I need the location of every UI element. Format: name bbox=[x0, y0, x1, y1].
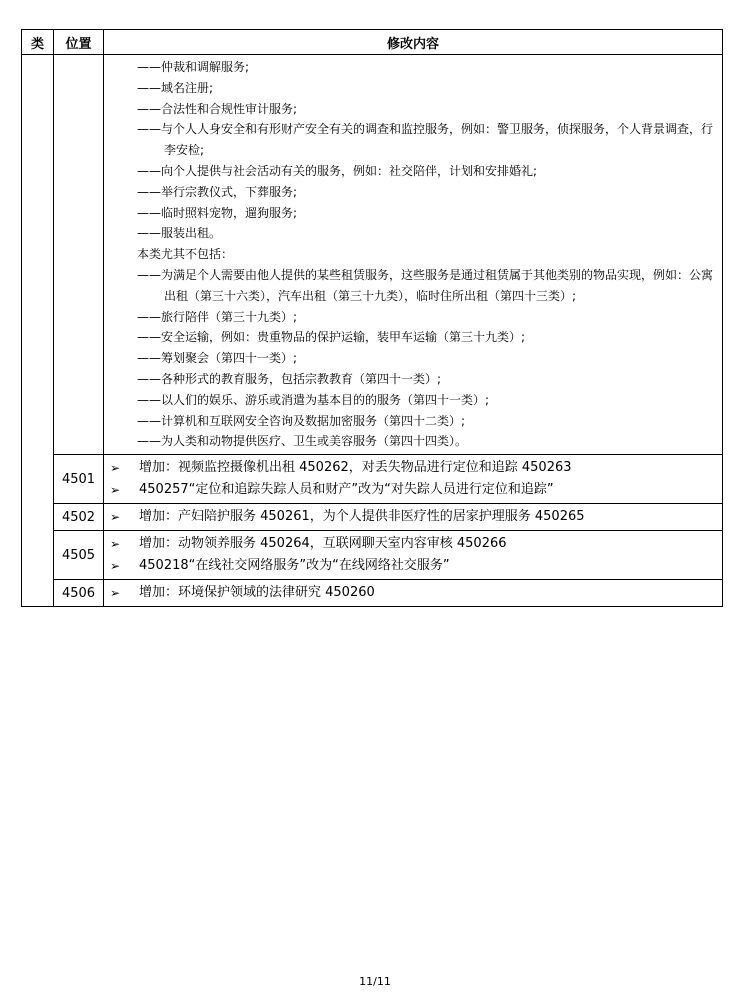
modification-table bbox=[21, 29, 723, 607]
arrow-bullet-icon: ➢ bbox=[110, 483, 121, 498]
page-number: 11/11 bbox=[359, 975, 391, 988]
exclusions-list bbox=[104, 55, 722, 454]
arrow-bullet-icon: ➢ bbox=[110, 537, 121, 552]
change-list bbox=[104, 504, 722, 530]
change-list bbox=[104, 531, 722, 579]
arrow-bullet-icon: ➢ bbox=[110, 510, 121, 525]
list-item: ——合法性和合规性审计服务; bbox=[137, 101, 298, 116]
list-item: ——仲裁和调解服务; bbox=[137, 60, 250, 74]
arrow-bullet-icon: ➢ bbox=[110, 461, 121, 476]
change-cell bbox=[104, 504, 723, 531]
table-row bbox=[22, 455, 723, 504]
change-text: 增加：产妇陪护服务 450261，为个人提供非医疗性的居家护理服务 450265 bbox=[139, 509, 585, 525]
change-text: 增加：环境保护领域的法律研究 450260 bbox=[139, 585, 375, 601]
table-row bbox=[22, 531, 723, 580]
table-header-row bbox=[22, 30, 723, 55]
arrow-bullet-icon: ➢ bbox=[110, 586, 121, 601]
position-cell: 4502 bbox=[54, 504, 104, 531]
header-position: 位置 bbox=[54, 30, 104, 55]
change-text: 增加：动物领养服务 450264，互联网聊天室内容审核 450266 bbox=[139, 536, 507, 552]
change-item bbox=[110, 555, 716, 577]
table-row bbox=[22, 504, 723, 531]
list-item: ——旅行陪伴（第三十九类）; bbox=[137, 309, 298, 324]
list-item: ——向个人提供与社会活动有关的服务，例如：社交陪伴，计划和安排婚礼; bbox=[137, 163, 538, 178]
change-list bbox=[104, 455, 722, 503]
header-change: 修改内容 bbox=[104, 30, 723, 55]
exclusions-row bbox=[22, 55, 723, 455]
change-text: 增加：视频监控摄像机出租 450262，对丢失物品进行定位和追踪 450263 bbox=[139, 460, 572, 476]
change-item bbox=[110, 506, 716, 528]
position-cell: 4506 bbox=[54, 580, 104, 607]
change-cell bbox=[104, 531, 723, 580]
list-item: ——计算机和互联网安全咨询及数据加密服务（第四十二类）; bbox=[137, 413, 466, 428]
list-item: ——以人们的娱乐、游乐或消遣为基本目的的服务（第四十一类）; bbox=[137, 392, 490, 407]
header-class: 类 bbox=[22, 30, 54, 55]
change-item bbox=[110, 457, 716, 479]
class-cell-empty bbox=[22, 55, 54, 607]
list-item: ——安全运输，例如：贵重物品的保护运输，装甲车运输（第三十九类）; bbox=[137, 330, 526, 345]
list-item: ——举行宗教仪式，下葬服务; bbox=[137, 184, 298, 199]
list-item: ——为满足个人需要由他人提供的某些租赁服务，这些服务是通过租赁属于其他类别的物品实现，例如：公寓出租（第三十六类），汽车出租（第三十九类），临时住所出租（第四十三类）; bbox=[137, 267, 714, 303]
list-item: 本类尤其不包括： bbox=[137, 247, 234, 262]
list-item: ——临时照料宠物，遛狗服务; bbox=[137, 205, 298, 220]
arrow-bullet-icon: ➢ bbox=[110, 559, 121, 574]
change-text: 450218“在线社交网络服务”改为“在线网络社交服务” bbox=[139, 558, 450, 574]
change-item bbox=[110, 479, 716, 501]
change-list bbox=[104, 580, 722, 606]
list-item: ——与个人人身安全和有形财产安全有关的调查和监控服务，例如：警卫服务，侦探服务，个人背景调查，行李安检; bbox=[137, 122, 714, 158]
list-item: ——域名注册; bbox=[137, 80, 214, 95]
list-item: ——筹划聚会（第四十一类）; bbox=[137, 351, 298, 366]
position-cell-empty bbox=[54, 55, 104, 455]
change-cell bbox=[104, 455, 723, 504]
position-cell: 4501 bbox=[54, 455, 104, 504]
position-cell: 4505 bbox=[54, 531, 104, 580]
list-item: ——各种形式的教育服务，包括宗教教育（第四十一类）; bbox=[137, 371, 442, 386]
list-item: ——服装出租。 bbox=[137, 226, 222, 241]
table-row bbox=[22, 580, 723, 607]
change-text: 450257“定位和追踪失踪人员和财产”改为“对失踪人员进行定位和追踪” bbox=[139, 482, 554, 498]
change-cell bbox=[104, 580, 723, 607]
list-item: ——为人类和动物提供医疗、卫生或美容服务（第四十四类）。 bbox=[137, 434, 468, 449]
exclusions-cell bbox=[104, 55, 723, 455]
change-item bbox=[110, 582, 716, 604]
change-item bbox=[110, 533, 716, 555]
